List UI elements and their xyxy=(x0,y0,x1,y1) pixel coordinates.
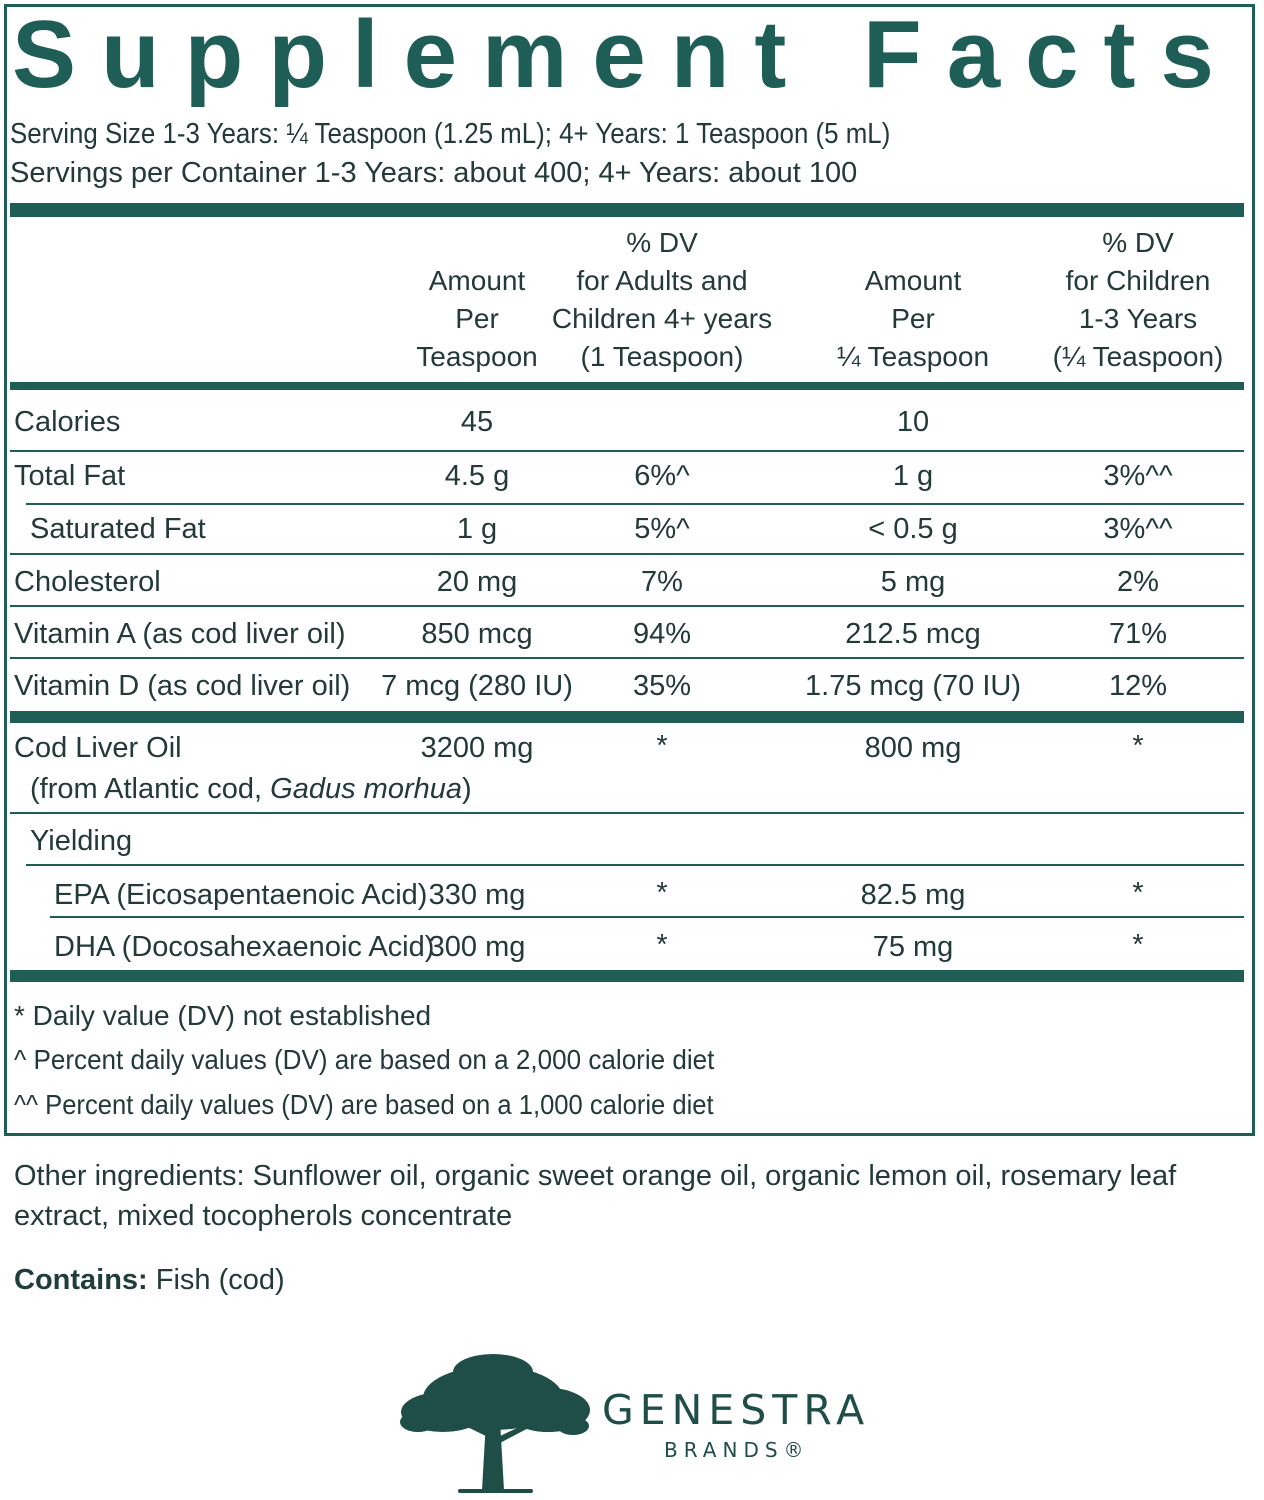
amount-adult: 850 mcg xyxy=(421,618,533,650)
col-header-amount-teaspoon: Amount Per Teaspoon xyxy=(416,265,538,372)
amount-child: 1.75 mcg (70 IU) xyxy=(805,670,1021,702)
dv-adult: * xyxy=(656,730,668,762)
amount-child: 212.5 mcg xyxy=(845,618,981,650)
panel-title: Supplement Facts xyxy=(12,1,1239,108)
row-divider xyxy=(26,503,1244,505)
divider-thick xyxy=(10,203,1244,217)
amount-child: 82.5 mg xyxy=(860,879,966,911)
amount-child: 1 g xyxy=(892,460,934,492)
amount-adult: 4.5 g xyxy=(444,460,510,492)
dv-child: * xyxy=(1132,877,1144,909)
nutrient-name: EPA (Eicosapentaenoic Acid) xyxy=(54,879,428,911)
nutrient-name: Vitamin A (as cod liver oil) xyxy=(14,618,346,650)
other-ingredients: Other ingredients: Sunflower oil, organic sweet orange oil, organic lemon oil, rosemary leaf extract, mixed tocopherols concentrate xyxy=(14,1160,1177,1232)
dv-adult: 35% xyxy=(632,670,692,702)
dv-adult: 7% xyxy=(641,566,683,598)
serving-size: Serving Size 1-3 Years: ¼ Teaspoon (1.25 mL); 4+ Years: 1 Teaspoon (5 mL) xyxy=(10,118,891,150)
dv-adult: 6%^ xyxy=(634,460,690,492)
dv-child: 2% xyxy=(1117,566,1159,598)
amount-adult: 330 mg xyxy=(428,879,526,911)
row-divider xyxy=(10,812,1244,814)
nutrient-source: (from Atlantic cod, Gadus morhua) xyxy=(30,773,472,805)
col-header-dv-children: % DV for Children 1-3 Years (¼ Teaspoon) xyxy=(1052,227,1224,372)
dv-adult: 5%^ xyxy=(634,513,690,545)
amount-child: < 0.5 g xyxy=(868,513,958,545)
row-divider xyxy=(10,605,1244,607)
dv-child: 3%^^ xyxy=(1103,513,1173,545)
nutrient-name: Cholesterol xyxy=(14,566,161,598)
dv-child: * xyxy=(1132,730,1144,762)
amount-adult: 20 mg xyxy=(436,566,518,598)
footnote: * Daily value (DV) not established xyxy=(14,1000,432,1031)
footnote: ^^ Percent daily values (DV) are based on a 1,000 calorie diet xyxy=(14,1089,714,1120)
nutrient-name: Calories xyxy=(14,406,121,438)
row-divider xyxy=(10,553,1244,555)
amount-child: 75 mg xyxy=(872,931,954,963)
nutrient-name: DHA (Docosahexaenoic Acid) xyxy=(54,931,435,963)
contains-statement: Contains: Fish (cod) xyxy=(14,1264,285,1296)
amount-adult: 1 g xyxy=(456,513,498,545)
divider-thick xyxy=(10,711,1244,723)
servings-per-container: Servings per Container 1-3 Years: about 400; 4+ Years: about 100 xyxy=(10,157,858,189)
row-divider xyxy=(50,916,1244,918)
dv-child: 12% xyxy=(1108,670,1168,702)
amount-adult: 7 mcg (280 IU) xyxy=(381,670,573,702)
dv-child: * xyxy=(1132,929,1144,961)
amount-child: 800 mg xyxy=(864,732,962,764)
dv-child: 71% xyxy=(1108,618,1168,650)
brand-name: GENESTRA xyxy=(602,1386,871,1434)
divider-medium xyxy=(10,382,1244,390)
row-divider xyxy=(10,450,1244,452)
brand-subtitle: BRANDS® xyxy=(664,1438,810,1462)
row-divider xyxy=(10,657,1244,659)
row-divider xyxy=(26,864,1244,866)
col-header-dv-adults: % DV for Adults and Children 4+ years (1 Teaspoon) xyxy=(551,227,773,372)
nutrient-name: Vitamin D (as cod liver oil) xyxy=(14,670,351,702)
dv-adult: * xyxy=(656,929,668,961)
footnote: ^ Percent daily values (DV) are based on a 2,000 calorie diet xyxy=(14,1044,715,1075)
amount-child: 10 xyxy=(896,406,930,438)
amount-adult: 300 mg xyxy=(428,931,526,963)
divider-thick xyxy=(10,970,1244,982)
nutrient-name: Saturated Fat xyxy=(30,513,206,545)
amount-adult: 3200 mg xyxy=(420,732,534,764)
yielding-label: Yielding xyxy=(30,825,133,857)
dv-adult: 94% xyxy=(632,618,692,650)
amount-adult: 45 xyxy=(460,406,494,438)
nutrient-name: Total Fat xyxy=(14,460,126,492)
dv-adult: * xyxy=(656,877,668,909)
nutrient-name: Cod Liver Oil xyxy=(14,732,182,764)
amount-child: 5 mg xyxy=(880,566,946,598)
col-header-amount-quarter-teaspoon: Amount Per ¼ Teaspoon xyxy=(836,265,990,372)
dv-child: 3%^^ xyxy=(1103,460,1173,492)
